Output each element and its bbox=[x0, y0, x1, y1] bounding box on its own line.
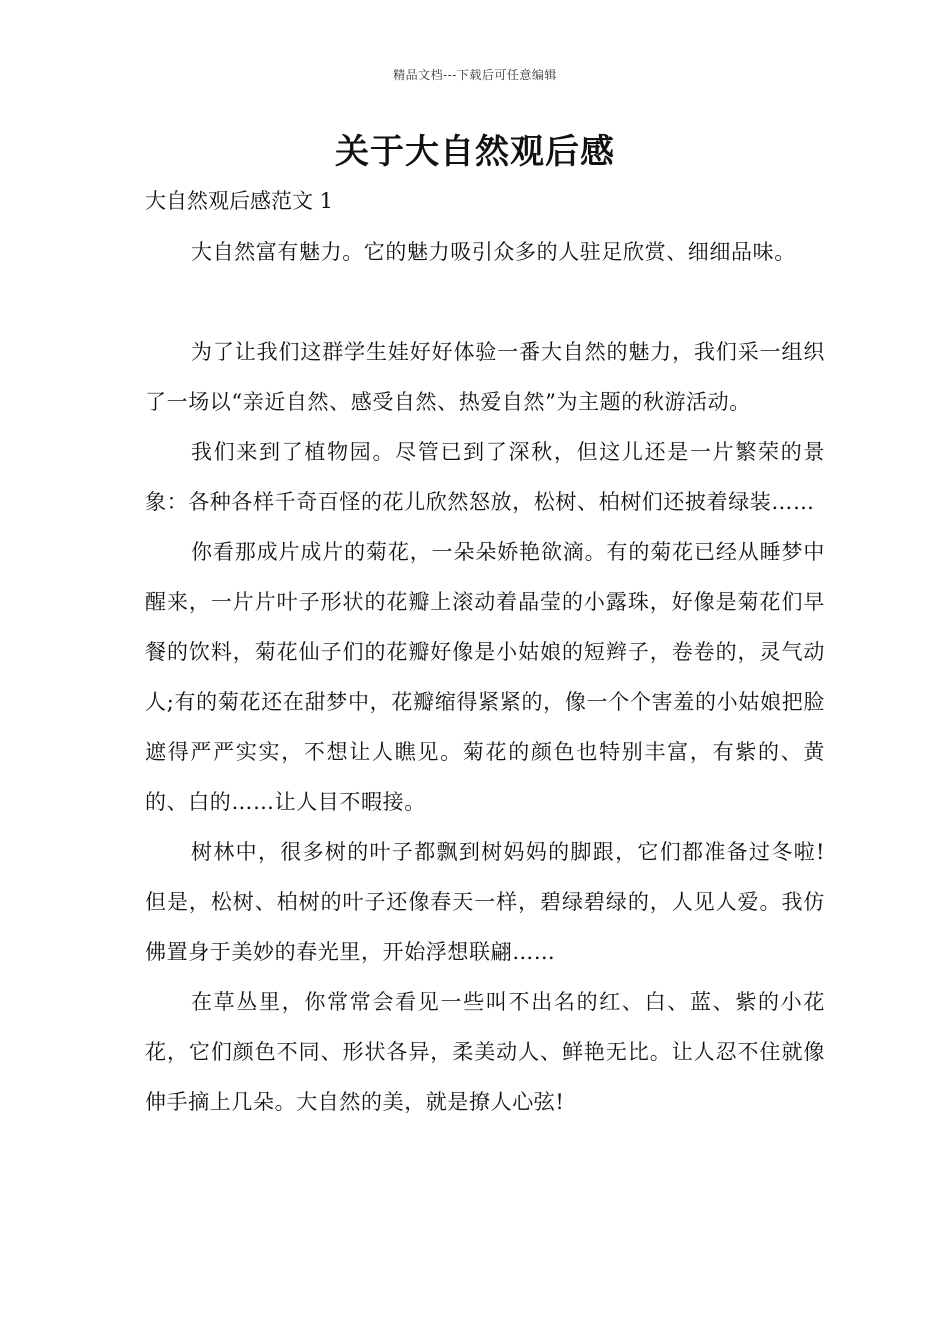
paragraph: 大自然富有魅力。它的魅力吸引众多的人驻足欣赏、细细品味。 bbox=[191, 240, 796, 264]
paragraph: 我们来到了植物园。尽管已到了深秋，但这儿还是一片繁荣的景象：各种各样千奇百怪的花儿欣然怒放，松树、柏树们还披着绿装…… bbox=[145, 440, 825, 514]
document-body bbox=[145, 227, 825, 1127]
document-subtitle: 大自然观后感范文 1 bbox=[145, 189, 334, 213]
paragraph: 树林中，很多树的叶子都飘到树妈妈的脚跟，它们都准备过冬啦!但是，松树、柏树的叶子还像春天一样，碧绿碧绿的，人见人爱。我仿佛置身于美妙的春光里，开始浮想联翩…… bbox=[145, 840, 825, 964]
paragraph: 在草丛里，你常常会看见一些叫不出名的红、白、蓝、紫的小花花，它们颜色不同、形状各异，柔美动人、鲜艳无比。让人忍不住就像伸手摘上几朵。大自然的美，就是撩人心弦! bbox=[145, 990, 825, 1114]
page-title: 关于大自然观后感 bbox=[335, 132, 615, 172]
paragraph: 你看那成片成片的菊花，一朵朵娇艳欲滴。有的菊花已经从睡梦中醒来，一片片叶子形状的花瓣上滚动着晶莹的小露珠，好像是菊花们早餐的饮料，菊花仙子们的花瓣好像是小姑娘的短辫子，卷卷的，灵气动人;有的菊花还在甜梦中，花瓣缩得紧紧的，像一个个害羞的小姑娘把脸遮得严严实实，不想让人瞧见。菊花的颜色也特别丰富，有紫的、黄的、白的……让人目不暇接。 bbox=[145, 540, 825, 814]
header-note: 精品文档---下载后可任意编辑 bbox=[393, 68, 557, 82]
paragraph: 为了让我们这群学生娃好好体验一番大自然的魅力，我们采一组织了一场以“亲近自然、感受自然、热爱自然”为主题的秋游活动。 bbox=[145, 340, 825, 414]
